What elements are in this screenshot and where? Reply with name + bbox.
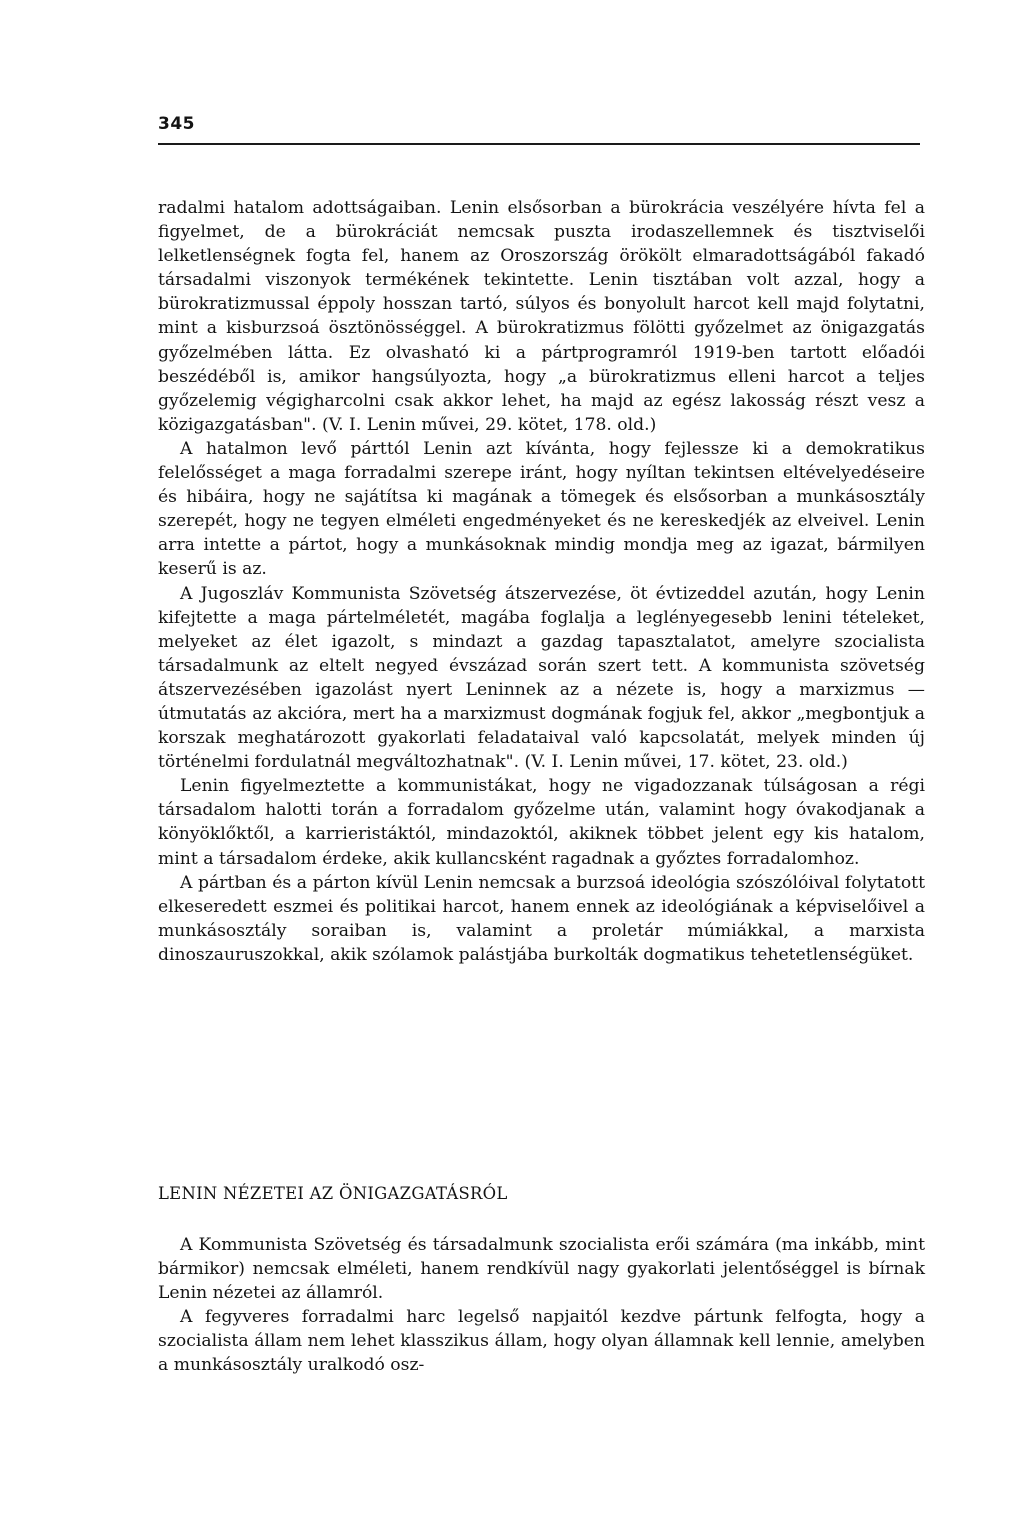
- section-body-text: [158, 1233, 925, 1378]
- paragraph-5: A pártban és a párton kívül Lenin nemcsak a burzsoá ideológia szószólóival folytatott elkeseredett eszmei és politikai harcot, hanem ennek az ideológiának a képviselőivel a munkásosztály soraiban is, valamint a proletár múmiákkal, a marxista dinoszauruszokkal, akik szólamok palástjába burkolták dogmatikus tehetetlenségüket.: [158, 872, 925, 965]
- section-paragraph-1: A Kommunista Szövetség és társadalmunk szocialista erői számára (ma inkább, mint bármikor) nemcsak elméleti, hanem rendkívül nagy gyakorlati jelentőséggel is bírnak Lenin nézetei az államról.: [158, 1235, 925, 1304]
- paragraph-1: radalmi hatalom adottságaiban. Lenin elsősorban a bürokrácia veszélyére hívta fel a figyelmet, de a bürokráciát nemcsak puszta irodaszellemnek és tisztviselői lelketlenségnek fogta fel, hanem az Oroszország örökölt elmaradottságából fakadó társadalmi viszonyok termékének tekintette. Lenin tisztában volt azzal, hogy a bürokratizmussal éppoly hosszan tartó, súlyos és bonyolult harcot kell majd folytatni, mint a kisburzsoá ösztönösséggel. A bürokratizmus fölötti győzelmet az önigazgatás győzelmében látta. Ez olvasható ki a pártprogramról 1919-ben tartott előadói beszédéből is, amikor hangsúlyozta, hogy „a bürokratizmus elleni harcot a teljes győzelemig végigharcolni csak akkor lehet, ha majd az egész lakosság részt vesz a közigazgatásban". (V. I. Lenin művei, 29. kötet, 178. old.): [158, 198, 925, 435]
- paragraph-2: A hatalmon levő párttól Lenin azt kívánta, hogy fejlessze ki a demokratikus felelősséget a maga forradalmi szerepe iránt, hogy nyíltan tekintsen eltévelyedéseire és hibáira, hogy ne sajátítsa ki magának a tömegek és elsősorban a munkásosztály szerepét, hogy ne tegyen elméleti engedményeket és ne kereskedjék az elveivel. Lenin arra intette a pártot, hogy a munkásoknak mindig mondja meg az igazat, bármilyen keserű is az.: [158, 438, 925, 580]
- paragraph-4: Lenin figyelmeztette a kommunistákat, hogy ne vigadozzanak túlságosan a régi társadalom halotti torán a forradalom győzelme után, valamint hogy óvakodjanak a könyöklőktől, a karrieristáktól, mindazoktól, akiknek többet jelent egy kis hatalom, mint a társadalom érdeke, akik kullancsként ragadnak a győztes forradalomhoz.: [158, 776, 925, 869]
- page-number: 345: [158, 114, 195, 134]
- section-paragraph-2: A fegyveres forradalmi harc legelső napjaitól kezdve pártunk felfogta, hogy a szocialista állam nem lehet klasszikus állam, hogy olyan államnak kell lennie, amelyben a munkásosztály uralkodó osz-: [158, 1307, 925, 1376]
- section-heading: LENIN NÉZETEI AZ ÖNIGAZGATÁSRÓL: [158, 1184, 508, 1203]
- header-rule: [158, 143, 920, 145]
- paragraph-3: A Jugoszláv Kommunista Szövetség átszervezése, öt évtizeddel azután, hogy Lenin kifejtette a maga pártelméletét, magába foglalja a leglényegesebb lenini tételeket, melyeket az élet igazolt, s mindazt a gazdag tapasztalatot, amelyre szocialista társadalmunk az eltelt negyed évszázad során szert tett. A kommunista szövetség átszervezésében igazolást nyert Leninnek az a nézete is, hogy a marxizmus — útmutatás az akcióra, mert ha a marxizmust dogmának fogjuk fel, akkor „megbontjuk a korszak meghatározott gyakorlati feladataival való kapcsolatát, melyek minden új történelmi fordulatnál megváltozhatnak". (V. I. Lenin művei, 17. kötet, 23. old.): [158, 583, 925, 773]
- body-text: [158, 196, 925, 967]
